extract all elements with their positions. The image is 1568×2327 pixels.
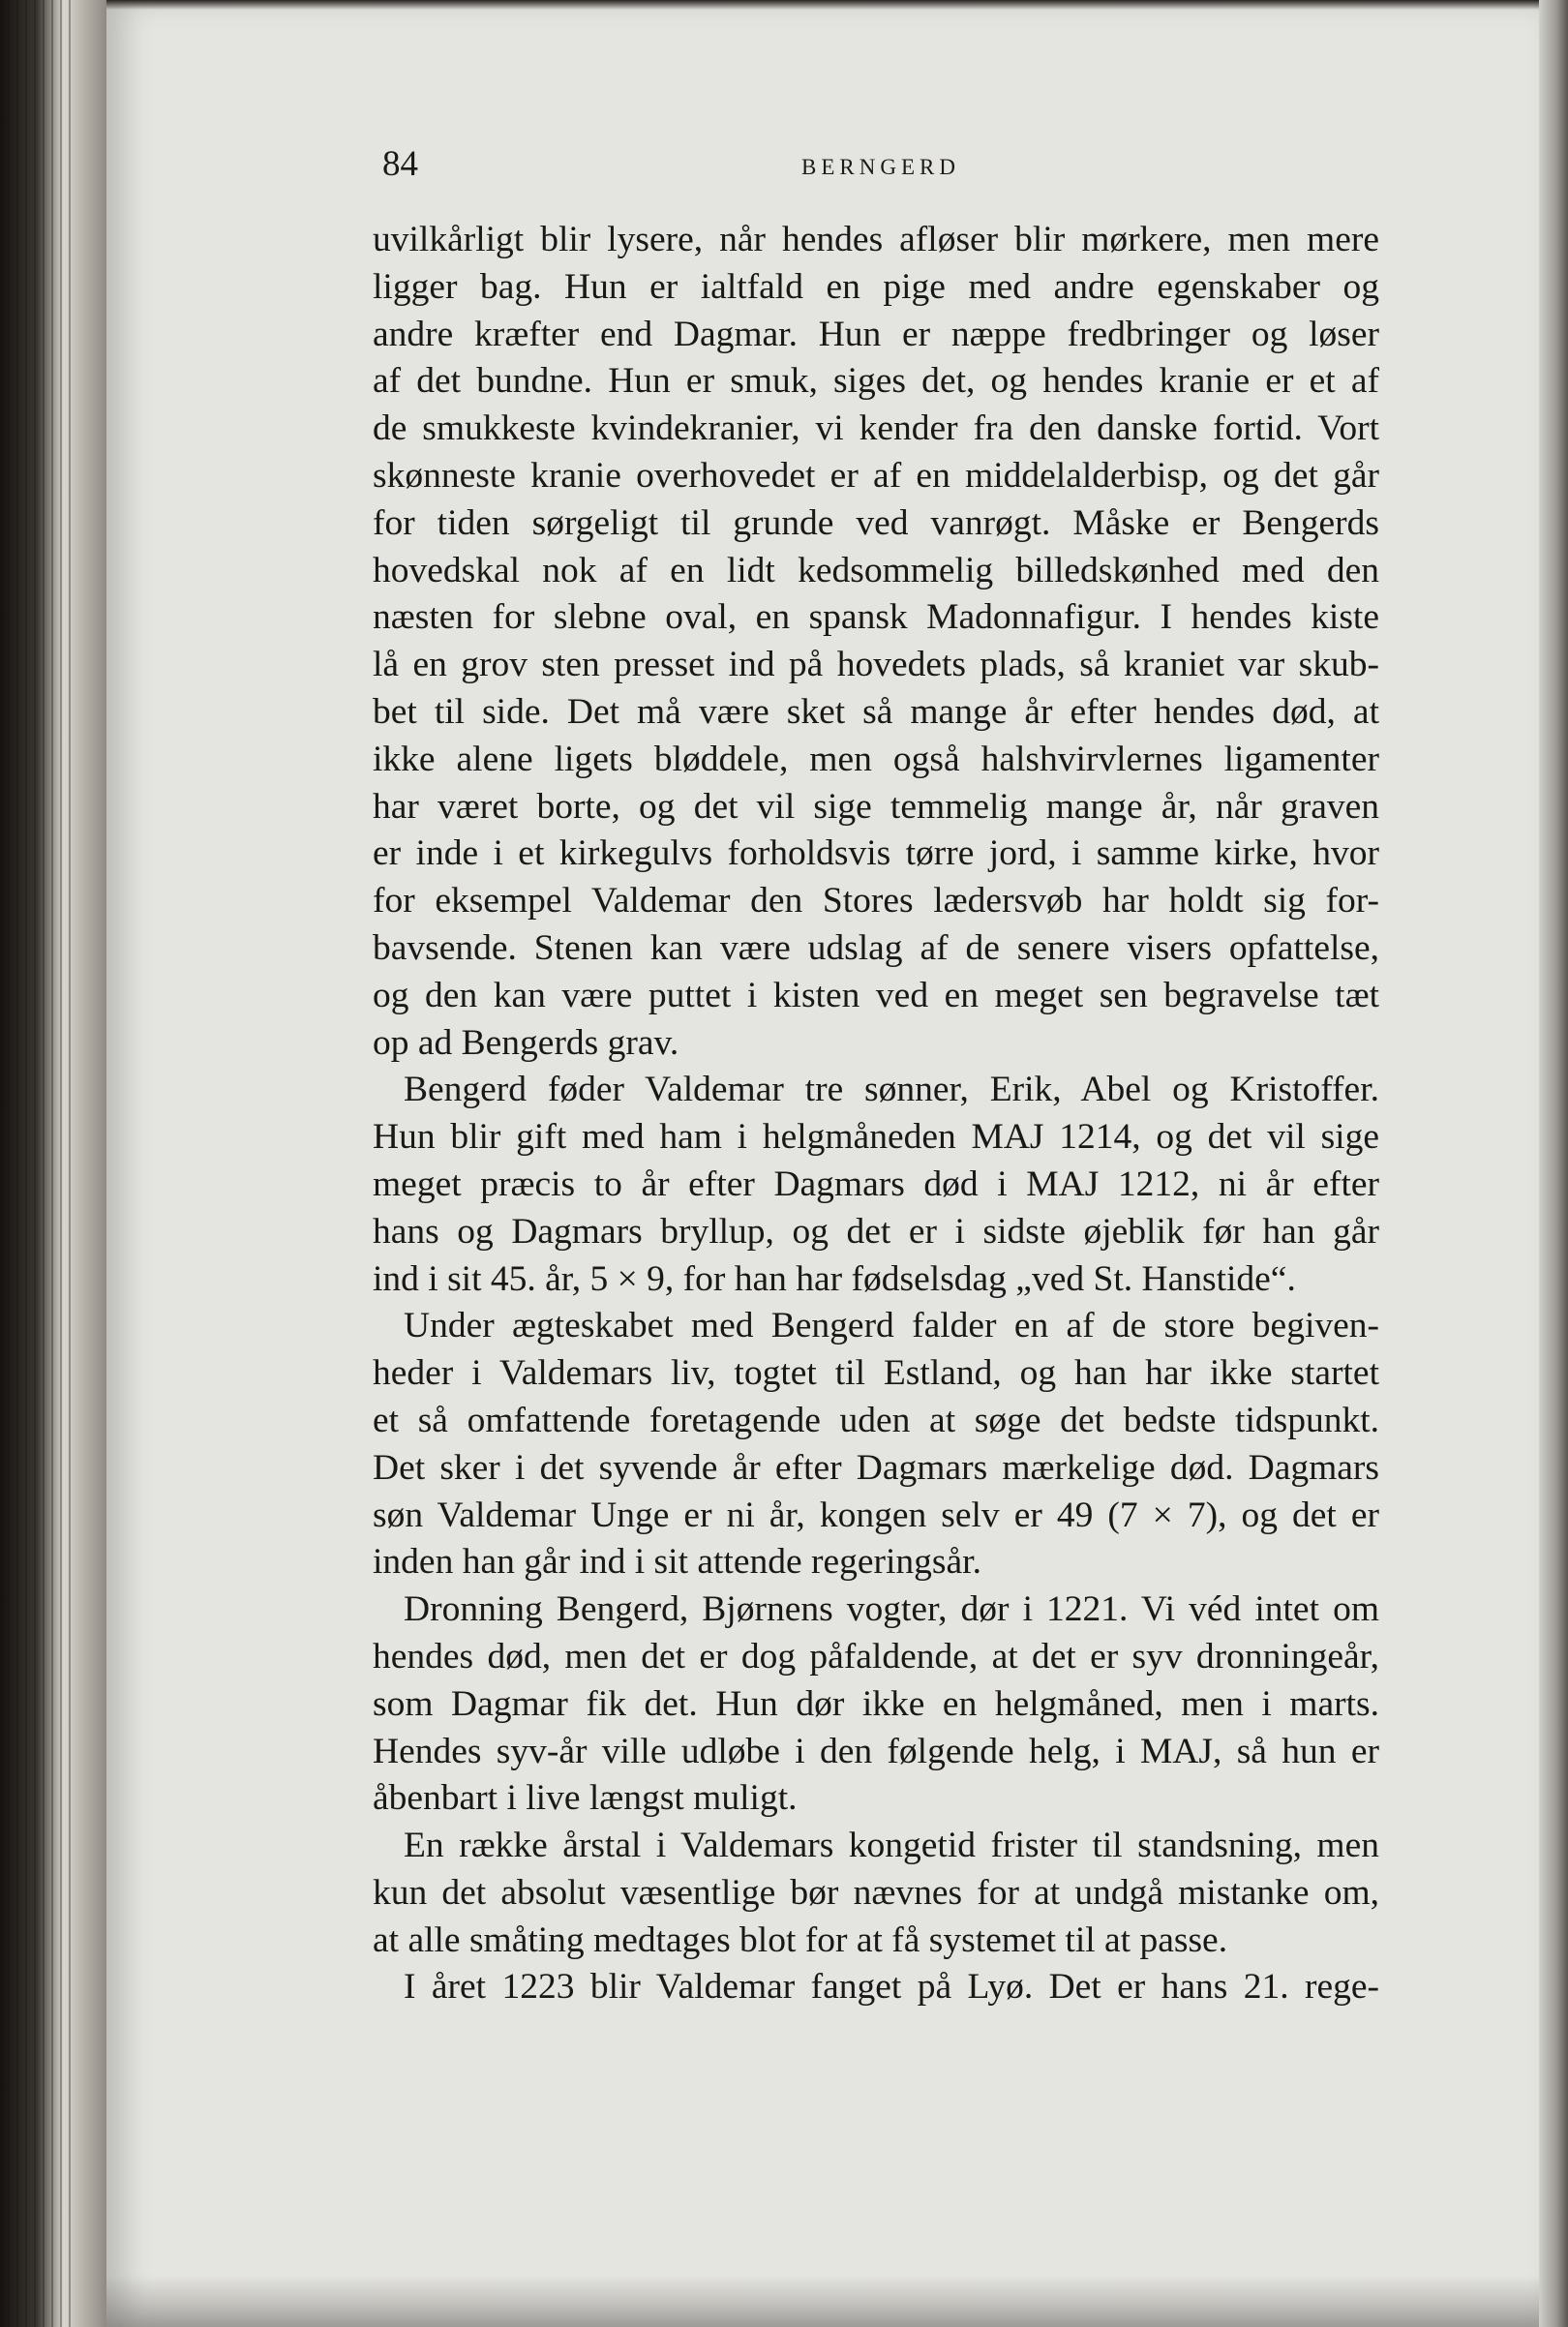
text-line: søn Valdemar Unge er ni år, kongen selv er 49 (7 × 7), og det er: [373, 1495, 1379, 1535]
text-line: meget præcis to år efter Dagmars død i MAJ 1212, ni år efter: [373, 1164, 1379, 1204]
text-line: at alle småting medtages blot for at få systemet til at passe.: [373, 1919, 1228, 1960]
page-edges: [8, 0, 75, 2327]
text-line: inden han går ind i sit attende regeringsår.: [373, 1542, 981, 1583]
text-line: uvilkårligt blir lysere, når hendes afløser blir mørkere, men mere: [373, 220, 1379, 259]
text-line: ligger bag. Hun er ialtfald en pige med andre egenskaber og: [373, 266, 1379, 307]
text-line: bet til side. Det må være sket så mange år efter hendes død, at: [373, 691, 1379, 732]
text-line: næsten for slebne oval, en spansk Madonnafigur. I hendes kiste: [373, 597, 1379, 638]
page-top-edge: [106, 0, 1539, 10]
page-header: [382, 143, 1379, 201]
text-line: lå en grov sten presset ind på hovedets plads, så kraniet var skub-: [373, 645, 1379, 685]
text-line: for eksempel Valdemar den Stores lædersvøb har holdt sig for-: [373, 881, 1379, 922]
text-line: de smukkeste kvindekranier, vi kender fra den danske fortid. Vort: [373, 408, 1379, 449]
text-line: op ad Bengerds grav.: [373, 1022, 679, 1063]
text-line: for tiden sørgeligt til grunde ved vanrøgt. Måske er Bengerds: [373, 502, 1379, 543]
text-line: åbenbart i live længst muligt.: [373, 1778, 798, 1819]
text-line: kun det absolut væsentlige bør nævnes for at undgå mistanke om,: [373, 1872, 1379, 1913]
text-line: hendes død, men det er dog påfaldende, at det er syv dronningeår,: [373, 1636, 1379, 1677]
text-line: hans og Dagmars bryllup, og det er i sidste øjeblik før han går: [373, 1211, 1379, 1252]
page-right-edge: [1539, 0, 1568, 2327]
text-line: heder i Valdemars liv, togtet til Estland, og han har ikke startet: [373, 1353, 1379, 1394]
text-line: En række årstal i Valdemars kongetid frister til standsning, men: [404, 1826, 1379, 1866]
page-number: 84: [382, 144, 418, 184]
text-line: Hendes syv-år ville udløbe i den følgende helg, i MAJ, så hun er: [373, 1731, 1379, 1771]
text-line: Dronning Bengerd, Bjørnens vogter, dør i 1221. Vi véd intet om: [404, 1589, 1379, 1630]
text-line: og den kan være puttet i kisten ved en meget sen begravelse tæt: [373, 975, 1379, 1015]
text-line: er inde i et kirkegulvs forholdsvis tørre jord, i samme kirke, hvor: [373, 833, 1379, 874]
text-line: skønneste kranie overhovedet er af en middelalderbisp, og det går: [373, 455, 1379, 496]
running-head: BERNGERD: [801, 155, 960, 179]
page-bottom-shadow: [106, 2275, 1539, 2327]
text-line: ikke alene ligets bløddele, men også halshvirvlernes ligamenter: [373, 739, 1379, 779]
text-line: I året 1223 blir Valdemar fanget på Lyø. Det er hans 21. rege-: [404, 1967, 1379, 2008]
text-line: har været borte, og det vil sige temmelig mange år, når graven: [373, 786, 1379, 827]
text-line: Under ægteskabet med Bengerd falder en af de store begiven-: [404, 1306, 1379, 1346]
text-line: Bengerd føder Valdemar tre sønner, Erik, Abel og Kristoffer.: [404, 1070, 1379, 1110]
body-text: [373, 217, 1379, 2011]
text-line: et så omfattende foretagende uden at søge det bedste tidspunkt.: [373, 1400, 1379, 1440]
text-line: Det sker i det syvende år efter Dagmars mærkelige død. Dagmars: [373, 1447, 1379, 1488]
text-line: ind i sit 45. år, 5 × 9, for han har fødselsdag „ved St. Hanstide“.: [373, 1258, 1296, 1299]
text-line: hovedskal nok af en lidt kedsommelig billedskønhed med den: [373, 550, 1379, 590]
text-line: som Dagmar fik det. Hun dør ikke en helgmåned, men i marts.: [373, 1683, 1379, 1724]
text-line: bavsende. Stenen kan være udslag af de senere visers opfattelse,: [373, 927, 1379, 968]
text-line: Hun blir gift med ham i helgmåneden MAJ 1214, og det vil sige: [373, 1117, 1379, 1158]
text-line: af det bundne. Hun er smuk, siges det, og hendes kranie er et af: [373, 361, 1379, 402]
text-line: andre kræfter end Dagmar. Hun er næppe fredbringer og løser: [373, 314, 1379, 354]
